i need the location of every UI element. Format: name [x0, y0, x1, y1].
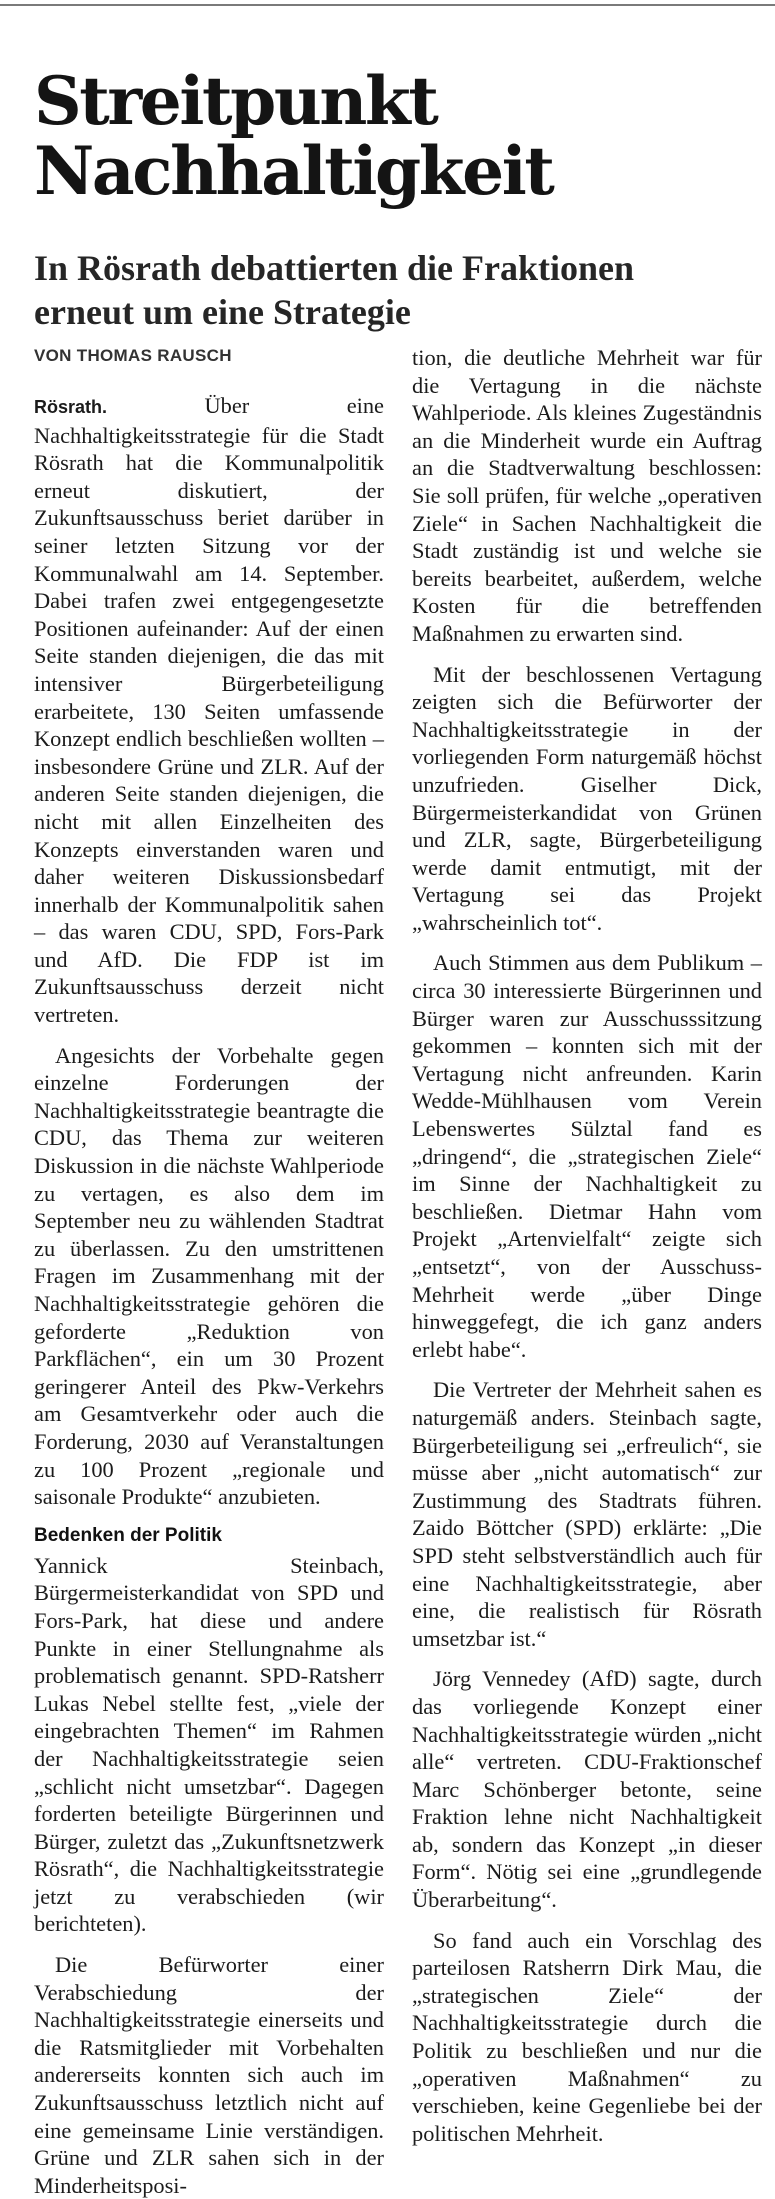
paragraph-4-start: Die Befürworter einer Verabschiedung der Nachhaltigkeitsstrategie einerseits und die Ratsmitglieder mit Vorbehalten andererseits konnten sich auch im Zukunftsausschuss letztlich nicht auf eine gemeinsame Linie verständigen. Grüne und ZLR sahen sich in der Minderheitsposi-: [34, 1952, 384, 2198]
paragraph-3: Yannick Steinbach, Bürgermeisterkandidat von SPD und Fors-Park, hat diese und andere Punkte in einer Stellungnahme als problematisch genannt. SPD-Ratsherr Lukas Nebel stellte fest, „viele der eingebrachten Themen“ im Rahmen der Nachhaltigkeitsstrategie seien „schlicht nicht umsetzbar“. Dagegen forderten beteiligte Bürgerinnen und Bürger, zuletzt das „Zukunftsnetzwerk Rösrath“, die Nachhaltigkeitsstrategie jetzt zu verabschieden (wir berichteten).: [34, 1552, 384, 1937]
paragraph-6: Auch Stimmen aus dem Publikum – circa 30 interessierte Bürgerinnen und Bürger waren zur Ausschusssitzung gekommen – konnten sich mit der Vertagung nicht anfreunden. Karin Wedde-Mühlhausen vom Verein Lebenswertes Sülztal fand es „dringend“, die „strategischen Ziele“ im Sinne der Nachhaltigkeit zu beschließen. Dietmar Hahn vom Projekt „Artenvielfalt“ zeigte sich „entsetzt“, von der Ausschuss-Mehrheit werde „über Dinge hinweggefegt, die ich ganz anders erlebt habe“.: [412, 950, 762, 1362]
headline: [34, 62, 754, 210]
headline-line-1: Streitpunkt: [34, 62, 437, 140]
paragraph-9: So fand auch ein Vorschlag des parteilosen Ratsherrn Dirk Mau, die „strategischen Ziele“ der Nachhaltigkeitsstrategie durch die Politik zu beschließen und nur die „operativen Maßnahmen“ zu verschieben, keine Gegenliebe bei der politischen Mehrheit.: [412, 1927, 762, 2146]
paragraph-1: [34, 392, 384, 1029]
headline-line-2: Nachhaltigkeit: [34, 132, 553, 210]
article-column-right: [412, 344, 762, 2146]
subheadline: [34, 246, 754, 334]
paragraph-5: Mit der beschlossenen Vertagung zeigten sich die Befürworter der Nachhaltigkeitsstrategie in der vorliegenden Form naturgemäß höchst unzufrieden. Giselher Dick, Bürgermeisterkandidat von Grünen und ZLR, sagte, Bürgerbeteiligung werde damit entmutigt, mit der Vertagung sei das Projekt „wahrscheinlich tot“.: [412, 661, 762, 935]
top-rule: [0, 4, 775, 6]
dateline: Rösrath.: [34, 397, 108, 417]
paragraph-2: Angesichts der Vorbehalte gegen einzelne Forderungen der Nachhaltigkeitsstrategie beantragte die CDU, das Thema zur weiteren Diskussion in die nächste Wahlperiode zu vertagen, es also dem im September neu zu wählenden Stadtrat zu überlassen. Zu den umstrittenen Fragen im Zusammenhang mit der Nachhaltigkeitsstrategie gehören die geforderte „Reduktion von Parkflächen“, ein um 30 Prozent geringerer Anteil des Pkw-Verkehrs am Gesamtverkehr oder auch die Forderung, 2030 auf Veranstaltungen zu 100 Prozent „regionale und saisonale Produkte“ anzubieten.: [34, 1042, 384, 1510]
subheadline-line-2: erneut um eine Strategie: [34, 292, 411, 332]
section-subheading: Bedenken der Politik: [34, 1524, 222, 1546]
paragraph-7: Die Vertreter der Mehrheit sahen es naturgemäß anders. Steinbach sagte, Bürgerbeteiligung sei „erfreulich“, sie müsse aber „nicht automatisch“ zur Zustimmung des Stadtrats führen. Zaido Böttcher (SPD) erklärte: „Die SPD steht selbstverständlich auch für eine Nachhaltigkeitsstrategie, aber eine, die realistisch für Rösrath umsetzbar ist.“: [412, 1377, 762, 1651]
paragraph-1-text: Über eine Nachhaltigkeitsstrategie für die Stadt Rösrath hat die Kommunalpolitik erneut diskutiert, der Zukunftsausschuss beriet darüber in seiner letzten Sitzung vor der Kommunalwahl am 14. September. Dabei trafen zwei entgegengesetzte Positionen aufeinander: Auf der einen Seite standen diejenigen, die das mit intensiver Bürgerbeteiligung erarbeitete, 130 Seiten umfassende Konzept endlich beschließen wollten – insbesondere Grüne und ZLR. Auf der anderen Seite standen diejenigen, die nicht mit allen Einzelheiten des Konzepts einverstanden waren und daher weiteren Diskussionsbedarf innerhalb der Kommunalpolitik sahen – das waren CDU, SPD, Fors-Park und AfD. Die FDP ist im Zukunftsausschuss derzeit nicht vertreten.: [34, 393, 384, 1028]
article-column-left: [34, 392, 384, 2198]
paragraph-8: Jörg Vennedey (AfD) sagte, durch das vorliegende Konzept einer Nachhaltigkeitsstrategie würden „nicht alle“ vertreten. CDU-Fraktionschef Marc Schönberger betonte, seine Fraktion lehne nicht Nachhaltigkeit ab, sondern das Konzept „in dieser Form“. Nötig sei eine „grundlegende Überarbeitung“.: [412, 1666, 762, 1913]
subheadline-line-1: In Rösrath debattierten die Fraktionen: [34, 248, 634, 288]
byline: VON THOMAS RAUSCH: [34, 346, 232, 365]
paragraph-4-continued: tion, die deutliche Mehrheit war für die Vertagung in die nächste Wahlperiode. Als kleines Zugeständnis an die Minderheit wurde ein Auftrag an die Stadtverwaltung beschlossen: Sie soll prüfen, für welche „operativen Ziele“ in Sachen Nachhaltigkeit die Stadt zuständig ist und welche sie bereits bearbeitet, außerdem, welche Kosten für die betreffenden Maßnahmen zu erwarten sind.: [412, 345, 762, 646]
